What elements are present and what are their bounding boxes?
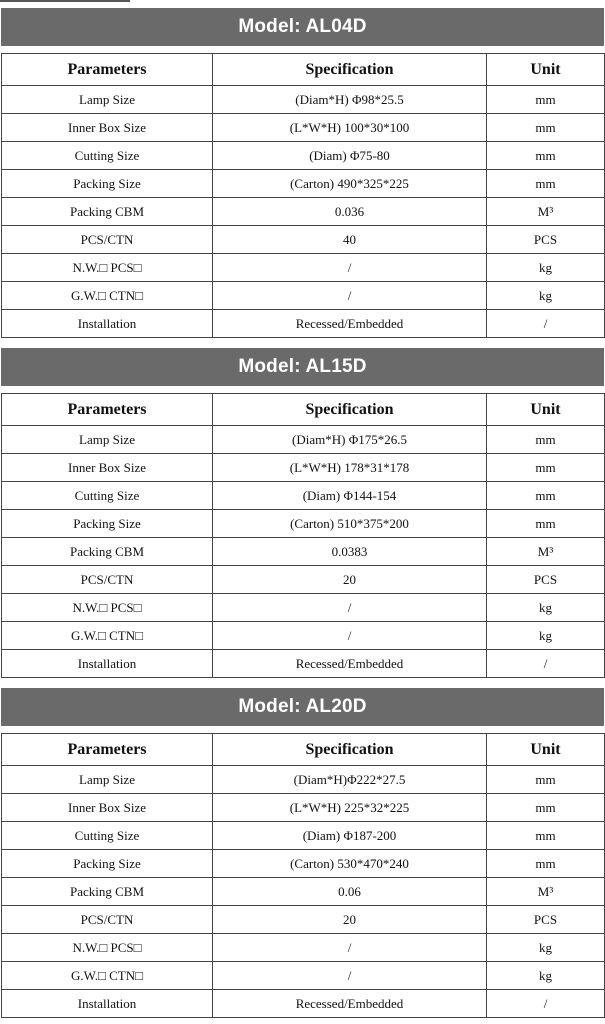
table-row xyxy=(2,566,605,594)
header-unit: Unit xyxy=(487,734,605,766)
param-cell: Installation xyxy=(2,650,213,678)
header-specification: Specification xyxy=(213,734,487,766)
param-cell: Packing Size xyxy=(2,850,213,878)
table-row xyxy=(2,114,605,142)
spec-cell: / xyxy=(213,594,487,622)
header-unit: Unit xyxy=(487,54,605,86)
unit-cell: / xyxy=(487,310,605,338)
unit-cell: PCS xyxy=(487,226,605,254)
spec-cell: (Diam) Φ187-200 xyxy=(213,822,487,850)
spec-cell: (Carton) 530*470*240 xyxy=(213,850,487,878)
param-cell: Inner Box Size xyxy=(2,114,213,142)
param-cell: Packing CBM xyxy=(2,878,213,906)
unit-cell: mm xyxy=(487,766,605,794)
header-parameters: Parameters xyxy=(2,54,213,86)
model-section xyxy=(0,348,605,678)
table-row xyxy=(2,650,605,678)
unit-cell: mm xyxy=(487,170,605,198)
header-specification: Specification xyxy=(213,394,487,426)
param-cell: G.W.□ CTN□ xyxy=(2,282,213,310)
spec-cell: (Diam*H) Φ175*26.5 xyxy=(213,426,487,454)
spec-cell: Recessed/Embedded xyxy=(213,650,487,678)
table-row xyxy=(2,310,605,338)
unit-cell: mm xyxy=(487,426,605,454)
spec-cell: / xyxy=(213,962,487,990)
table-row xyxy=(2,962,605,990)
spec-cell: / xyxy=(213,622,487,650)
table-row xyxy=(2,426,605,454)
table-row xyxy=(2,594,605,622)
model-section xyxy=(0,8,605,338)
param-cell: Cutting Size xyxy=(2,142,213,170)
unit-cell: kg xyxy=(487,934,605,962)
table-row xyxy=(2,254,605,282)
param-cell: G.W.□ CTN□ xyxy=(2,622,213,650)
spec-cell: (L*W*H) 100*30*100 xyxy=(213,114,487,142)
table-row xyxy=(2,226,605,254)
spec-cell: / xyxy=(213,934,487,962)
unit-cell: M³ xyxy=(487,878,605,906)
header-parameters: Parameters xyxy=(2,734,213,766)
param-cell: Cutting Size xyxy=(2,482,213,510)
param-cell: N.W.□ PCS□ xyxy=(2,254,213,282)
unit-cell: kg xyxy=(487,254,605,282)
unit-cell: kg xyxy=(487,622,605,650)
model-section xyxy=(0,688,605,1018)
table-row xyxy=(2,510,605,538)
table-row xyxy=(2,198,605,226)
param-cell: N.W.□ PCS□ xyxy=(2,934,213,962)
unit-cell: mm xyxy=(487,850,605,878)
param-cell: Inner Box Size xyxy=(2,454,213,482)
table-row xyxy=(2,622,605,650)
header-parameters: Parameters xyxy=(2,394,213,426)
model-title: Model: AL20D xyxy=(1,688,604,726)
spec-cell: 20 xyxy=(213,566,487,594)
param-cell: N.W.□ PCS□ xyxy=(2,594,213,622)
unit-cell: mm xyxy=(487,794,605,822)
model-title: Model: AL15D xyxy=(1,348,604,386)
unit-cell: mm xyxy=(487,482,605,510)
header-specification: Specification xyxy=(213,54,487,86)
spec-cell: (Diam*H)Φ222*27.5 xyxy=(213,766,487,794)
param-cell: Installation xyxy=(2,310,213,338)
spec-cell: (L*W*H) 225*32*225 xyxy=(213,794,487,822)
table-row xyxy=(2,142,605,170)
param-cell: Installation xyxy=(2,990,213,1018)
table-row xyxy=(2,482,605,510)
unit-cell: kg xyxy=(487,594,605,622)
spec-cell: 0.0383 xyxy=(213,538,487,566)
param-cell: G.W.□ CTN□ xyxy=(2,962,213,990)
top-rule xyxy=(0,0,130,2)
table-row xyxy=(2,906,605,934)
table-row xyxy=(2,538,605,566)
table-row xyxy=(2,878,605,906)
header-unit: Unit xyxy=(487,394,605,426)
table-row xyxy=(2,934,605,962)
unit-cell: mm xyxy=(487,86,605,114)
table-row xyxy=(2,850,605,878)
table-row xyxy=(2,794,605,822)
unit-cell: / xyxy=(487,650,605,678)
unit-cell: mm xyxy=(487,142,605,170)
param-cell: Packing CBM xyxy=(2,538,213,566)
table-row xyxy=(2,990,605,1018)
spec-table xyxy=(1,733,605,1018)
param-cell: Packing CBM xyxy=(2,198,213,226)
param-cell: PCS/CTN xyxy=(2,906,213,934)
table-row xyxy=(2,454,605,482)
unit-cell: mm xyxy=(487,454,605,482)
unit-cell: PCS xyxy=(487,906,605,934)
spec-cell: Recessed/Embedded xyxy=(213,990,487,1018)
table-row xyxy=(2,170,605,198)
unit-cell: / xyxy=(487,990,605,1018)
table-row xyxy=(2,766,605,794)
spec-cell: / xyxy=(213,282,487,310)
spec-cell: (Carton) 490*325*225 xyxy=(213,170,487,198)
unit-cell: kg xyxy=(487,282,605,310)
spec-cell: (Diam) Φ75-80 xyxy=(213,142,487,170)
spec-cell: 0.036 xyxy=(213,198,487,226)
param-cell: PCS/CTN xyxy=(2,566,213,594)
param-cell: Lamp Size xyxy=(2,86,213,114)
param-cell: Lamp Size xyxy=(2,766,213,794)
spec-cell: 0.06 xyxy=(213,878,487,906)
unit-cell: M³ xyxy=(487,198,605,226)
param-cell: Packing Size xyxy=(2,170,213,198)
spec-cell: Recessed/Embedded xyxy=(213,310,487,338)
spec-cell: (Diam) Φ144-154 xyxy=(213,482,487,510)
spec-table xyxy=(1,393,605,678)
header-row xyxy=(2,734,605,766)
unit-cell: M³ xyxy=(487,538,605,566)
table-row xyxy=(2,822,605,850)
param-cell: PCS/CTN xyxy=(2,226,213,254)
unit-cell: mm xyxy=(487,114,605,142)
spec-cell: 40 xyxy=(213,226,487,254)
header-row xyxy=(2,394,605,426)
spec-cell: (Carton) 510*375*200 xyxy=(213,510,487,538)
unit-cell: mm xyxy=(487,822,605,850)
spec-table xyxy=(1,53,605,338)
model-title: Model: AL04D xyxy=(1,8,604,46)
table-row xyxy=(2,86,605,114)
spec-cell: / xyxy=(213,254,487,282)
table-row xyxy=(2,282,605,310)
unit-cell: kg xyxy=(487,962,605,990)
param-cell: Packing Size xyxy=(2,510,213,538)
header-row xyxy=(2,54,605,86)
spec-cell: 20 xyxy=(213,906,487,934)
param-cell: Inner Box Size xyxy=(2,794,213,822)
param-cell: Lamp Size xyxy=(2,426,213,454)
unit-cell: PCS xyxy=(487,566,605,594)
param-cell: Cutting Size xyxy=(2,822,213,850)
spec-cell: (L*W*H) 178*31*178 xyxy=(213,454,487,482)
unit-cell: mm xyxy=(487,510,605,538)
spec-cell: (Diam*H) Φ98*25.5 xyxy=(213,86,487,114)
